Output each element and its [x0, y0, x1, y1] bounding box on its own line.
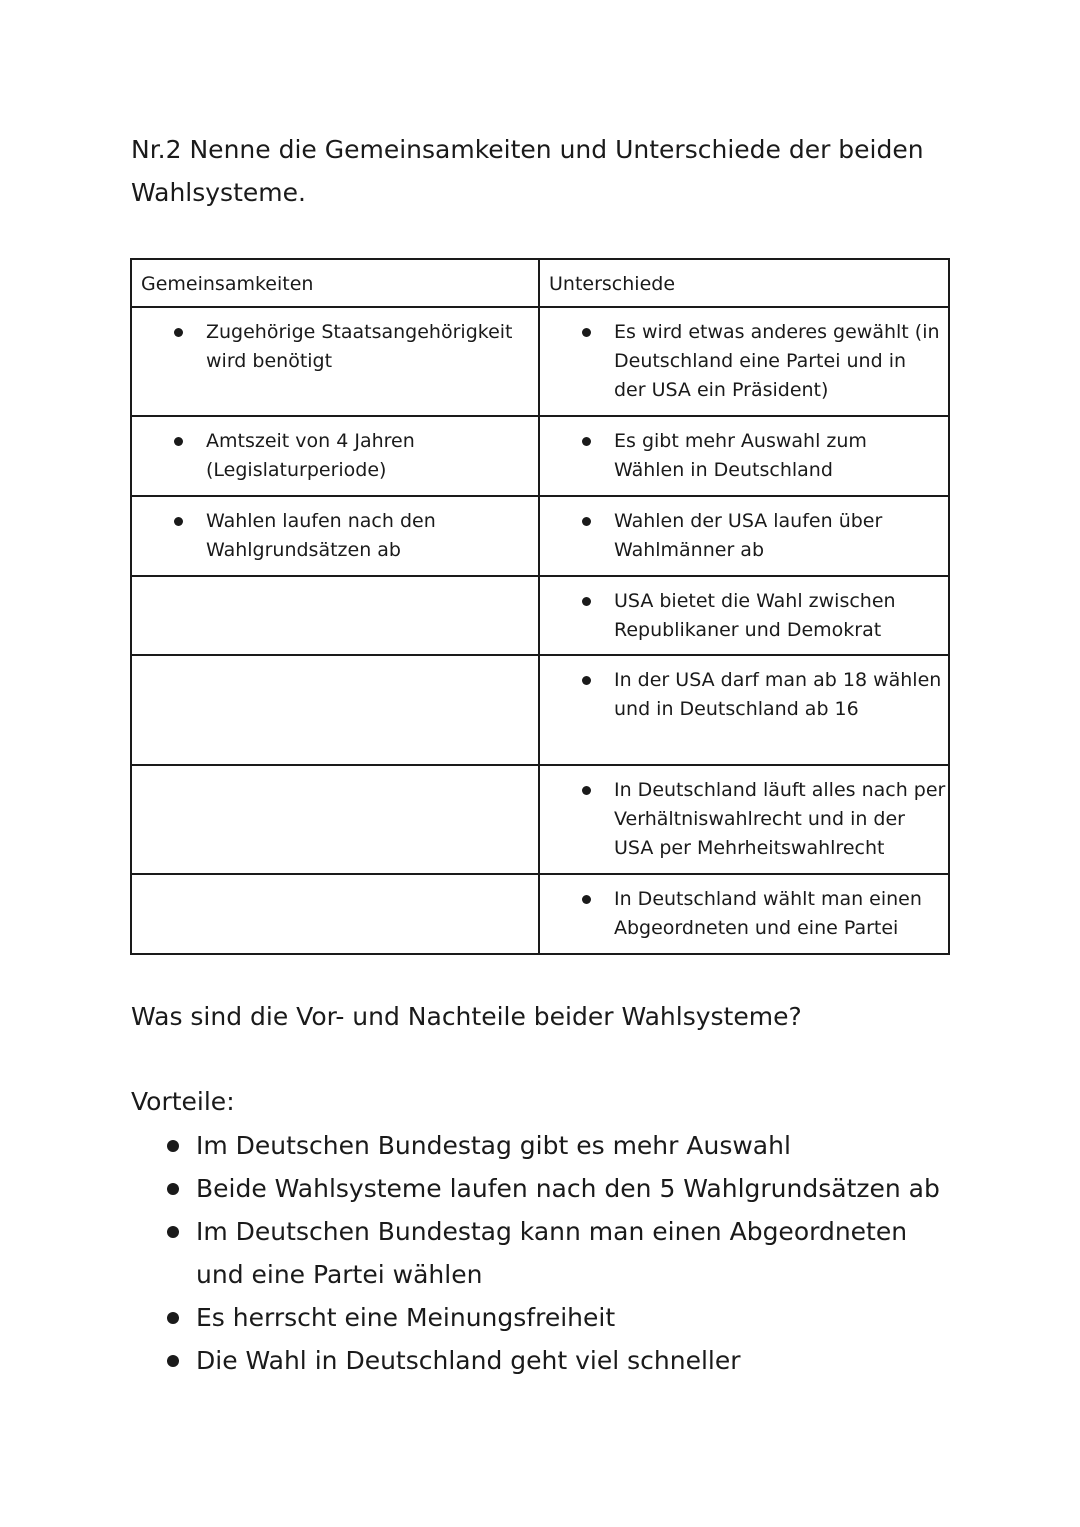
- cell-text: Es wird etwas anderes gewählt (in Deutschland eine Partei und in der USA ein Präsident): [614, 321, 940, 401]
- table-header-row: [131, 259, 949, 307]
- cell-text: Wahlen laufen nach den Wahlgrundsätzen ab: [206, 510, 436, 561]
- table-cell-difference: [539, 765, 949, 874]
- bullet-icon: [167, 1355, 179, 1367]
- list-item: [131, 1124, 951, 1167]
- table-cell-difference: [539, 307, 949, 416]
- pros-label: Vorteile:: [131, 1087, 235, 1116]
- question-heading: Was sind die Vor- und Nachteile beider Wahlsysteme?: [131, 1002, 802, 1031]
- table-row: [131, 576, 949, 655]
- header-gemeinsamkeiten: Gemeinsamkeiten: [131, 259, 539, 307]
- pros-list: [131, 1124, 951, 1382]
- list-item-text: Es herrscht eine Meinungsfreiheit: [196, 1303, 616, 1332]
- list-item-text: Im Deutschen Bundestag gibt es mehr Auswahl: [196, 1131, 791, 1160]
- bullet-icon: [582, 597, 591, 606]
- list-item-text: Die Wahl in Deutschland geht viel schneller: [196, 1346, 741, 1375]
- list-item-text: Beide Wahlsysteme laufen nach den 5 Wahlgrundsätzen ab: [196, 1174, 940, 1203]
- table-cell-common: [131, 416, 539, 496]
- table-row: [131, 874, 949, 954]
- table-cell-common-empty: [131, 765, 539, 874]
- table-row: [131, 307, 949, 416]
- table-row: [131, 496, 949, 576]
- table-cell-difference: [539, 576, 949, 655]
- bullet-icon: [167, 1183, 179, 1195]
- bullet-icon: [582, 328, 591, 337]
- table-row: [131, 655, 949, 765]
- bullet-icon: [174, 328, 183, 337]
- bullet-icon: [582, 895, 591, 904]
- table-cell-difference: [539, 655, 949, 765]
- table-cell-common: [131, 307, 539, 416]
- bullet-icon: [167, 1140, 179, 1152]
- table-cell-common-empty: [131, 655, 539, 765]
- task-heading: Nr.2 Nenne die Gemeinsamkeiten und Unterschiede der beiden Wahlsysteme.: [131, 135, 924, 207]
- bullet-icon: [167, 1312, 179, 1324]
- cell-text: Amtszeit von 4 Jahren (Legislaturperiode): [206, 430, 415, 481]
- list-item-text: Im Deutschen Bundestag kann man einen Abgeordneten und eine Partei wählen: [196, 1217, 908, 1289]
- table-row: [131, 416, 949, 496]
- table-cell-difference: [539, 874, 949, 954]
- table-row: [131, 765, 949, 874]
- table-cell-common-empty: [131, 874, 539, 954]
- cell-text: Es gibt mehr Auswahl zum Wählen in Deutschland: [614, 430, 867, 481]
- bullet-icon: [174, 437, 183, 446]
- list-item: [131, 1210, 951, 1296]
- cell-text: In Deutschland wählt man einen Abgeordneten und eine Partei: [614, 888, 922, 939]
- bullet-icon: [582, 676, 591, 685]
- cell-text: Zugehörige Staatsangehörigkeit wird benötigt: [206, 321, 513, 372]
- bullet-icon: [167, 1226, 179, 1238]
- cell-text: In der USA darf man ab 18 wählen und in Deutschland ab 16: [614, 669, 942, 720]
- bullet-icon: [582, 437, 591, 446]
- table-cell-common: [131, 496, 539, 576]
- cell-text: In Deutschland läuft alles nach per Verhältniswahlrecht und in der USA per Mehrheitswahlrecht: [614, 779, 946, 859]
- list-item: [131, 1167, 951, 1210]
- bullet-icon: [582, 517, 591, 526]
- list-item: [131, 1339, 951, 1382]
- header-unterschiede: Unterschiede: [539, 259, 949, 307]
- table-cell-difference: [539, 416, 949, 496]
- table-cell-difference: [539, 496, 949, 576]
- comparison-table: [130, 258, 950, 955]
- table-cell-common-empty: [131, 576, 539, 655]
- list-item: [131, 1296, 951, 1339]
- cell-text: Wahlen der USA laufen über Wahlmänner ab: [614, 510, 883, 561]
- cell-text: USA bietet die Wahl zwischen Republikaner und Demokrat: [614, 590, 896, 641]
- bullet-icon: [582, 786, 591, 795]
- bullet-icon: [174, 517, 183, 526]
